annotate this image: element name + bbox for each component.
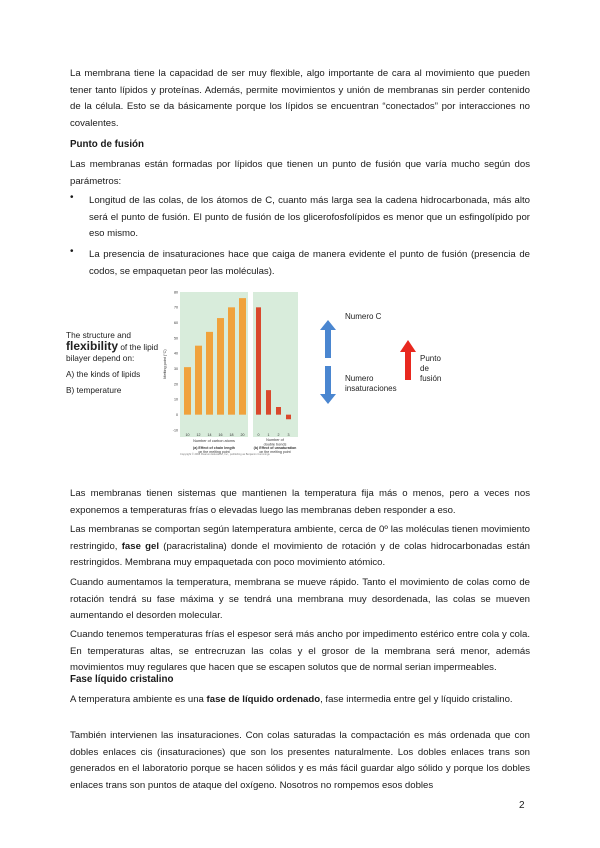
double-bond-bar-0 — [256, 307, 261, 414]
ambient-text-1: Las membranas se comportan según latemperatura ambiente, cerca de 0º las moléculas tienen movimiento restringido, — [70, 524, 530, 552]
figure-flexibility-word: flexibility — [66, 339, 119, 353]
ambient-text-2: (paracristalina) donde el movimiento de rotación y de colas hidrocarbonadas están restringidos. Membrana muy empaquetada con poco movimiento atómico. — [70, 540, 530, 569]
y-tick-label: 50 — [174, 336, 178, 341]
double-bond-bar-1 — [266, 390, 271, 415]
heading-punto-fusion: Punto de fusión — [70, 139, 145, 150]
panel-a-xlabel: Number of carbon atoms — [193, 439, 235, 443]
y-tick-label: -10 — [172, 428, 178, 433]
ambient-bold-fase-gel: fase gel — [121, 540, 160, 552]
paragraph-increase: Cuando aumentamos la temperatura, membrana se mueve rápido. Tanto el movimiento de colas como de rotación tendrá su fase máxima y se tendrá una membrana muy desordenada, las colas se mueven aumentando el desorden molecular. — [70, 577, 530, 622]
y-tick-label: 40 — [174, 351, 178, 356]
arrow-label-insaturaciones: insaturaciones — [345, 384, 397, 393]
heading-fase-liquido: Fase líquido cristalino — [70, 674, 174, 685]
arrow-red — [400, 340, 416, 380]
panel-b-xlabel-2: double bonds — [263, 442, 287, 447]
double-bond-bar-2 — [276, 407, 281, 415]
x-tick-label: 10 — [185, 433, 190, 437]
paragraph-liquid-ordered — [70, 692, 530, 709]
arrow-label-numero: Numero — [345, 374, 374, 383]
figure-item-a: A) the kinds of lipids — [66, 369, 141, 379]
bullet-marker: • — [70, 192, 74, 203]
panel-a-caption-2: on the melting point — [198, 450, 230, 454]
bullet-unsaturation: La presencia de insaturaciones hace que caiga de manera evidente el punto de fusión (presencia de codos, se empaquetan peor las moléculas). — [89, 249, 530, 277]
panel-a-caption-1: (a) Effect of chain length — [193, 446, 235, 450]
x-tick-label: 20 — [240, 433, 245, 437]
y-tick-label: 20 — [174, 382, 178, 387]
panel-b-caption-1: (b) Effect of unsaturation — [253, 446, 297, 450]
paragraph-cold: Cuando tenemos temperaturas frías el espesor será más ancho por impedimento estérico entre cola y cola. En temperaturas altas, se entrecruzan las colas y el grosor de la membrana será menor, además movimientos muy regulares que hacen que se escapen solutos que de normal serian impermeables. — [70, 629, 530, 674]
chain-length-bar-14 — [206, 332, 213, 415]
figure-line2-rest: of the lipid — [118, 342, 159, 352]
figure-copyright: Copyright © 2008 Pearson Education, Inc., publishing as Benjamin Cummings — [180, 453, 270, 456]
y-tick-label: 80 — [174, 290, 178, 295]
liquid-text-2: , fase intermedia entre gel y líquido cristalino. — [320, 694, 513, 705]
arrow-down-icon — [320, 366, 336, 404]
chain-length-bar-18 — [228, 307, 235, 414]
arrow-blue-up-down — [320, 320, 336, 404]
y-tick-label: 30 — [174, 366, 178, 371]
bullet-chain-length: Longitud de las colas, de los átomos de C, cuanto más larga sea la cadena hidrocarbonada, más alto será el punto de fusión. El punto de fusión de los glicerofosfolípidos es menor que un esfingolípido por eso mismo. — [89, 195, 530, 240]
page-number: 2 — [519, 800, 525, 811]
x-tick-label: 16 — [218, 433, 223, 437]
arrow-label-punto: Punto — [420, 354, 441, 363]
arrow-label-de-fusion: de fusión — [420, 364, 442, 383]
paragraph-ambient — [70, 522, 530, 572]
x-tick-label: 0 — [257, 433, 260, 437]
x-tick-label: 1 — [267, 433, 270, 437]
y-tick-label: 0 — [176, 412, 178, 417]
x-tick-label: 14 — [207, 433, 212, 437]
y-tick-label: 60 — [174, 320, 178, 325]
bullet-marker: • — [70, 246, 74, 257]
paragraph-fusion-intro: Las membranas están formadas por lípidos que tienen un punto de fusión que varía mucho según dos parámetros: — [70, 159, 530, 187]
arrow-up-red-icon — [400, 340, 416, 380]
x-tick-label: 3 — [287, 433, 290, 437]
liquid-text-1: A temperatura ambiente es una — [70, 694, 204, 705]
arrow-up-icon — [320, 320, 336, 358]
paragraph-intro: La membrana tiene la capacidad de ser muy flexible, algo importante de cara al movimiento que pueden tener tanto lípidos y proteínas. Además, permite movimientos y unión de membranas sin perder contenido de la célula. Esto se da básicamente porque los lípidos se encuentran “conectados” por interacciones no covalentes. — [70, 68, 530, 129]
figure-line3: bilayer depend on: — [66, 353, 135, 363]
chain-length-bar-12 — [195, 346, 202, 415]
double-bond-bar-3 — [286, 415, 291, 420]
y-tick-label: 10 — [174, 397, 178, 402]
panel-b-xlabel-1: Number of — [266, 438, 284, 442]
melting-point-figure — [62, 286, 442, 454]
x-tick-label: 12 — [196, 433, 201, 437]
chain-length-bar-16 — [217, 318, 224, 415]
x-tick-label: 18 — [229, 433, 234, 437]
chain-length-bar-20 — [239, 298, 246, 415]
y-axis-label: Melting point (°C) — [163, 349, 167, 379]
figure-line1: The structure and — [66, 330, 132, 340]
y-tick-label: 70 — [174, 305, 178, 310]
panel-b-caption-2: on the melting point — [259, 450, 291, 454]
chain-length-bar-10 — [184, 367, 191, 415]
x-tick-label: 2 — [277, 433, 280, 437]
melting-point-chart — [162, 286, 302, 454]
arrow-label-numero-c: Numero C — [345, 312, 382, 321]
panel-a-background — [180, 292, 248, 437]
figure-caption-left — [66, 330, 176, 396]
paragraph-unsaturations: También intervienen las insaturaciones. Con colas saturadas la compactación es más ordenada que con dobles enlaces cis (insaturaciones) que son los presentes naturalmente. Los dobles enlaces trans son generados en el laboratorio porque se hacen sólidos y es más fácil guardar algo sólido y porque los dobles enlaces trans son puntos de ataque del oxígeno. Nosotros no rompemos esos dobles — [70, 730, 530, 791]
liquid-bold: fase de líquido ordenado — [206, 694, 321, 705]
paragraph-temp-fixed: Las membranas tienen sistemas que mantienen la temperatura fija más o menos, pero a veces nos exponemos a temperaturas frías o elevadas luego las membranas deben responder a eso. — [70, 488, 530, 516]
figure-item-b: B) temperature — [66, 385, 122, 395]
